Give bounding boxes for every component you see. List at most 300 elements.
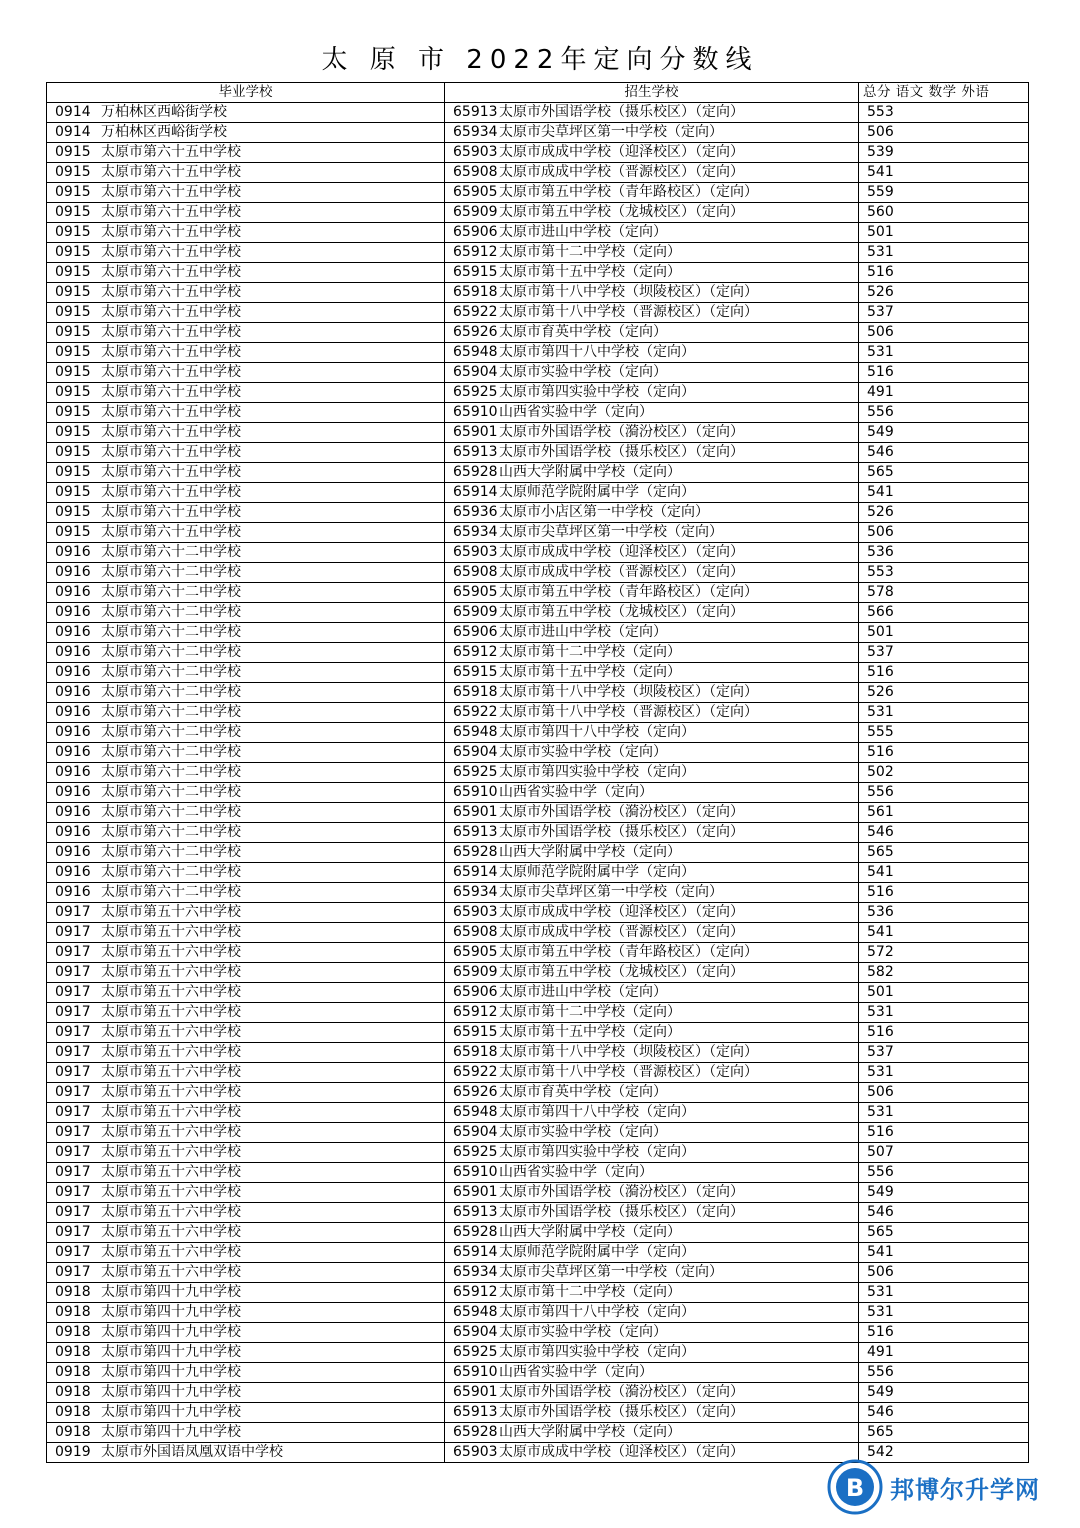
graduate-code: 0916 [55, 744, 91, 760]
admit-school-cell [445, 143, 859, 163]
graduate-name: 太原市第六十二中学校 [101, 764, 241, 780]
graduate-school-cell [47, 763, 445, 783]
graduate-code: 0916 [55, 804, 91, 820]
graduate-name: 太原市第六十二中学校 [101, 724, 241, 740]
total-score: 531 [867, 1064, 894, 1080]
admit-code: 65928 [453, 1224, 498, 1240]
total-score: 526 [867, 284, 894, 300]
admit-school-cell [445, 183, 859, 203]
header-admit-school: 招生学校 [445, 83, 859, 103]
graduate-school-cell [47, 1003, 445, 1023]
total-score: 516 [867, 264, 894, 280]
graduate-school-cell [47, 1303, 445, 1323]
graduate-code: 0918 [55, 1424, 91, 1440]
admit-name: 太原市外国语学校（摄乐校区）（定向） [499, 444, 744, 460]
admit-school-cell [445, 783, 859, 803]
score-cell [859, 1343, 1029, 1363]
graduate-name: 太原市第五十六中学校 [101, 1264, 241, 1280]
graduate-code: 0915 [55, 504, 91, 520]
table-row [47, 983, 1029, 1003]
graduate-code: 0915 [55, 384, 91, 400]
graduate-code: 0914 [55, 124, 91, 140]
table-row [47, 883, 1029, 903]
svg-text:B: B [845, 1474, 865, 1502]
graduate-name: 太原市第六十二中学校 [101, 684, 241, 700]
admit-name: 太原市第四实验中学校（定向） [499, 764, 695, 780]
graduate-name: 太原市第六十二中学校 [101, 884, 241, 900]
graduate-name: 太原市第五十六中学校 [101, 1064, 241, 1080]
admit-school-cell [445, 1003, 859, 1023]
total-score: 542 [867, 1444, 894, 1460]
total-score: 549 [867, 1384, 894, 1400]
graduate-name: 太原市第四十九中学校 [101, 1424, 241, 1440]
admit-name: 太原市外国语学校（漪汾校区）（定向） [499, 424, 744, 440]
admit-code: 65913 [453, 1404, 498, 1420]
graduate-name: 太原市第六十五中学校 [101, 244, 241, 260]
graduate-school-cell [47, 1183, 445, 1203]
graduate-code: 0916 [55, 844, 91, 860]
table-row [47, 803, 1029, 823]
total-score: 531 [867, 1004, 894, 1020]
table-row [47, 103, 1029, 123]
admit-name: 太原市外国语学校（摄乐校区）（定向） [499, 1404, 744, 1420]
admit-name: 太原市第十二中学校（定向） [499, 1284, 681, 1300]
score-cell [859, 503, 1029, 523]
table-row [47, 583, 1029, 603]
graduate-school-cell [47, 1383, 445, 1403]
graduate-code: 0917 [55, 1064, 91, 1080]
admit-school-cell [445, 483, 859, 503]
table-row [47, 683, 1029, 703]
graduate-code: 0917 [55, 1024, 91, 1040]
table-row [47, 843, 1029, 863]
admit-name: 太原市外国语学校（摄乐校区）（定向） [499, 104, 744, 120]
graduate-school-cell [47, 423, 445, 443]
score-cell [859, 1363, 1029, 1383]
admit-name: 太原市第五中学校（青年路校区）（定向） [499, 584, 758, 600]
admit-school-cell [445, 423, 859, 443]
admit-name: 太原师范学院附属中学（定向） [499, 864, 695, 880]
graduate-school-cell [47, 183, 445, 203]
total-score: 546 [867, 824, 894, 840]
admit-school-cell [445, 1323, 859, 1343]
score-cell [859, 143, 1029, 163]
score-cell [859, 1063, 1029, 1083]
admit-school-cell [445, 1343, 859, 1363]
graduate-name: 太原市第六十五中学校 [101, 344, 241, 360]
admit-name: 太原市第十八中学校（晋源校区）（定向） [499, 704, 758, 720]
score-cell [859, 1303, 1029, 1323]
admit-code: 65912 [453, 244, 498, 260]
admit-code: 65909 [453, 604, 498, 620]
admit-school-cell [445, 383, 859, 403]
admit-code: 65925 [453, 1144, 498, 1160]
admit-name: 太原市第十八中学校（晋源校区）（定向） [499, 304, 758, 320]
graduate-school-cell [47, 323, 445, 343]
graduate-code: 0917 [55, 1244, 91, 1260]
score-cell [859, 663, 1029, 683]
graduate-school-cell [47, 143, 445, 163]
admit-school-cell [445, 1263, 859, 1283]
graduate-name: 太原市第六十二中学校 [101, 784, 241, 800]
score-cell [859, 1203, 1029, 1223]
graduate-school-cell [47, 1423, 445, 1443]
score-cell [859, 783, 1029, 803]
score-cell [859, 943, 1029, 963]
admit-code: 65928 [453, 464, 498, 480]
score-cell [859, 963, 1029, 983]
admit-name: 山西大学附属中学校（定向） [499, 1424, 681, 1440]
admit-school-cell [445, 703, 859, 723]
admit-school-cell [445, 263, 859, 283]
score-cell [859, 703, 1029, 723]
graduate-name: 太原市第五十六中学校 [101, 1104, 241, 1120]
admit-school-cell [445, 863, 859, 883]
score-cell [859, 203, 1029, 223]
graduate-name: 太原市第五十六中学校 [101, 984, 241, 1000]
graduate-name: 太原市第六十二中学校 [101, 864, 241, 880]
graduate-name: 太原市第六十五中学校 [101, 364, 241, 380]
admit-school-cell [445, 903, 859, 923]
score-cell [859, 583, 1029, 603]
total-score: 502 [867, 764, 894, 780]
graduate-school-cell [47, 823, 445, 843]
total-score: 549 [867, 424, 894, 440]
graduate-school-cell [47, 123, 445, 143]
admit-school-cell [445, 583, 859, 603]
total-score: 526 [867, 504, 894, 520]
site-logo-text: 邦博尔升学网 [890, 1475, 1040, 1504]
score-cell [859, 303, 1029, 323]
admit-name: 太原市成成中学校（迎泽校区）（定向） [499, 904, 744, 920]
graduate-code: 0916 [55, 704, 91, 720]
total-score: 516 [867, 884, 894, 900]
table-row [47, 1003, 1029, 1023]
graduate-school-cell [47, 1203, 445, 1223]
admit-code: 65918 [453, 284, 498, 300]
admit-name: 太原市尖草坪区第一中学校（定向） [499, 1264, 723, 1280]
score-cell [859, 1023, 1029, 1043]
admit-school-cell [445, 543, 859, 563]
admit-name: 太原市第十二中学校（定向） [499, 644, 681, 660]
score-table [46, 82, 1029, 1463]
admit-name: 太原市外国语学校（漪汾校区）（定向） [499, 804, 744, 820]
admit-code: 65936 [453, 504, 498, 520]
score-cell [859, 683, 1029, 703]
admit-school-cell [445, 1283, 859, 1303]
table-row [47, 1183, 1029, 1203]
score-cell [859, 343, 1029, 363]
score-cell [859, 523, 1029, 543]
score-cell [859, 603, 1029, 623]
total-score: 531 [867, 704, 894, 720]
table-row [47, 283, 1029, 303]
admit-code: 65903 [453, 144, 498, 160]
graduate-code: 0917 [55, 944, 91, 960]
admit-school-cell [445, 1223, 859, 1243]
graduate-school-cell [47, 783, 445, 803]
graduate-school-cell [47, 1263, 445, 1283]
graduate-code: 0915 [55, 484, 91, 500]
admit-school-cell [445, 243, 859, 263]
score-cell [859, 1123, 1029, 1143]
site-logo-icon [826, 1458, 884, 1516]
admit-name: 太原市外国语学校（摄乐校区）（定向） [499, 824, 744, 840]
graduate-school-cell [47, 803, 445, 823]
graduate-school-cell [47, 903, 445, 923]
graduate-code: 0918 [55, 1404, 91, 1420]
admit-code: 65926 [453, 324, 498, 340]
graduate-name: 太原市第六十五中学校 [101, 264, 241, 280]
table-row [47, 783, 1029, 803]
graduate-code: 0917 [55, 1184, 91, 1200]
graduate-name: 太原市第五十六中学校 [101, 1124, 241, 1140]
table-body [47, 103, 1029, 1463]
site-logo [826, 1458, 1040, 1516]
total-score: 537 [867, 644, 894, 660]
graduate-code: 0917 [55, 1204, 91, 1220]
graduate-school-cell [47, 483, 445, 503]
total-score: 526 [867, 684, 894, 700]
admit-school-cell [445, 1043, 859, 1063]
graduate-name: 太原市第五十六中学校 [101, 1084, 241, 1100]
graduate-code: 0916 [55, 724, 91, 740]
admit-code: 65903 [453, 544, 498, 560]
graduate-name: 太原市第六十二中学校 [101, 644, 241, 660]
admit-name: 太原市第四十八中学校（定向） [499, 724, 695, 740]
table-row [47, 743, 1029, 763]
table-row [47, 343, 1029, 363]
total-score: 501 [867, 984, 894, 1000]
graduate-school-cell [47, 983, 445, 1003]
table-row [47, 1403, 1029, 1423]
admit-name: 山西省实验中学（定向） [499, 784, 653, 800]
total-score: 501 [867, 224, 894, 240]
graduate-name: 太原市第五十六中学校 [101, 904, 241, 920]
graduate-code: 0917 [55, 1084, 91, 1100]
score-cell [859, 1083, 1029, 1103]
table-row [47, 1383, 1029, 1403]
admit-school-cell [445, 763, 859, 783]
graduate-school-cell [47, 843, 445, 863]
graduate-code: 0916 [55, 884, 91, 900]
admit-name: 太原市尖草坪区第一中学校（定向） [499, 124, 723, 140]
graduate-code: 0917 [55, 904, 91, 920]
admit-school-cell [445, 603, 859, 623]
graduate-code: 0915 [55, 444, 91, 460]
total-score: 582 [867, 964, 894, 980]
graduate-code: 0915 [55, 144, 91, 160]
admit-code: 65901 [453, 804, 498, 820]
score-cell [859, 1163, 1029, 1183]
admit-school-cell [445, 883, 859, 903]
graduate-school-cell [47, 723, 445, 743]
score-cell [859, 923, 1029, 943]
score-cell [859, 903, 1029, 923]
admit-code: 65914 [453, 864, 498, 880]
admit-name: 太原市成成中学校（晋源校区）（定向） [499, 164, 744, 180]
graduate-school-cell [47, 963, 445, 983]
graduate-school-cell [47, 663, 445, 683]
graduate-code: 0916 [55, 664, 91, 680]
admit-name: 山西省实验中学（定向） [499, 404, 653, 420]
graduate-name: 太原市第六十二中学校 [101, 544, 241, 560]
score-cell [859, 123, 1029, 143]
admit-school-cell [445, 283, 859, 303]
graduate-name: 太原市第五十六中学校 [101, 924, 241, 940]
score-cell [859, 623, 1029, 643]
total-score: 556 [867, 1164, 894, 1180]
graduate-school-cell [47, 1143, 445, 1163]
table-header-row [47, 83, 1029, 103]
graduate-school-cell [47, 1063, 445, 1083]
graduate-name: 太原市第六十五中学校 [101, 304, 241, 320]
score-cell [859, 543, 1029, 563]
graduate-school-cell [47, 1023, 445, 1043]
admit-name: 太原市第四实验中学校（定向） [499, 384, 695, 400]
graduate-name: 太原市第六十五中学校 [101, 204, 241, 220]
graduate-name: 太原市第五十六中学校 [101, 1244, 241, 1260]
admit-code: 65901 [453, 1384, 498, 1400]
graduate-school-cell [47, 1323, 445, 1343]
admit-code: 65912 [453, 1284, 498, 1300]
admit-name: 太原市第五中学校（龙城校区）（定向） [499, 964, 744, 980]
total-score: 491 [867, 384, 894, 400]
admit-code: 65915 [453, 264, 498, 280]
score-cell [859, 843, 1029, 863]
admit-name: 太原市小店区第一中学校（定向） [499, 504, 709, 520]
total-score: 556 [867, 784, 894, 800]
graduate-name: 太原市第四十九中学校 [101, 1324, 241, 1340]
graduate-name: 万柏林区西峪街学校 [101, 104, 227, 120]
table-row [47, 1203, 1029, 1223]
graduate-code: 0917 [55, 1044, 91, 1060]
score-cell [859, 183, 1029, 203]
admit-code: 65926 [453, 1084, 498, 1100]
graduate-school-cell [47, 463, 445, 483]
admit-school-cell [445, 1403, 859, 1423]
graduate-school-cell [47, 583, 445, 603]
graduate-name: 太原市第六十五中学校 [101, 444, 241, 460]
admit-name: 山西大学附属中学校（定向） [499, 844, 681, 860]
table-row [47, 263, 1029, 283]
graduate-name: 太原市第六十二中学校 [101, 804, 241, 820]
total-score: 553 [867, 104, 894, 120]
admit-code: 65915 [453, 664, 498, 680]
total-score: 516 [867, 744, 894, 760]
graduate-school-cell [47, 883, 445, 903]
admit-code: 65910 [453, 1364, 498, 1380]
score-cell [859, 1423, 1029, 1443]
graduate-name: 太原市第六十二中学校 [101, 584, 241, 600]
graduate-name: 太原市第四十九中学校 [101, 1304, 241, 1320]
graduate-school-cell [47, 343, 445, 363]
graduate-name: 太原市第四十九中学校 [101, 1384, 241, 1400]
admit-code: 65934 [453, 124, 498, 140]
admit-name: 太原市第五中学校（青年路校区）（定向） [499, 184, 758, 200]
table-row [47, 1163, 1029, 1183]
admit-code: 65904 [453, 1124, 498, 1140]
admit-code: 65905 [453, 944, 498, 960]
total-score: 516 [867, 664, 894, 680]
total-score: 556 [867, 1364, 894, 1380]
admit-name: 太原市成成中学校（迎泽校区）（定向） [499, 544, 744, 560]
admit-name: 太原市第十八中学校（晋源校区）（定向） [499, 1064, 758, 1080]
admit-code: 65915 [453, 1024, 498, 1040]
graduate-code: 0915 [55, 364, 91, 380]
admit-code: 65922 [453, 704, 498, 720]
table-row [47, 1263, 1029, 1283]
graduate-school-cell [47, 703, 445, 723]
score-cell [859, 1143, 1029, 1163]
table-row [47, 1103, 1029, 1123]
table-row [47, 603, 1029, 623]
graduate-name: 太原市第六十二中学校 [101, 744, 241, 760]
graduate-name: 太原市第六十二中学校 [101, 704, 241, 720]
graduate-school-cell [47, 223, 445, 243]
admit-name: 太原师范学院附属中学（定向） [499, 1244, 695, 1260]
admit-code: 65901 [453, 1184, 498, 1200]
score-cell [859, 563, 1029, 583]
graduate-code: 0919 [55, 1444, 91, 1460]
graduate-school-cell [47, 403, 445, 423]
admit-school-cell [445, 163, 859, 183]
total-score: 506 [867, 524, 894, 540]
total-score: 541 [867, 1244, 894, 1260]
graduate-name: 太原市第六十五中学校 [101, 524, 241, 540]
graduate-code: 0915 [55, 324, 91, 340]
graduate-code: 0916 [55, 604, 91, 620]
graduate-code: 0916 [55, 624, 91, 640]
table-row [47, 443, 1029, 463]
graduate-name: 太原市第六十五中学校 [101, 404, 241, 420]
admit-name: 太原市第四实验中学校（定向） [499, 1144, 695, 1160]
score-cell [859, 743, 1029, 763]
score-cell [859, 723, 1029, 743]
admit-name: 太原市第五中学校（龙城校区）（定向） [499, 204, 744, 220]
graduate-name: 太原市第六十五中学校 [101, 184, 241, 200]
graduate-code: 0918 [55, 1324, 91, 1340]
graduate-school-cell [47, 1403, 445, 1423]
score-cell [859, 103, 1029, 123]
graduate-code: 0915 [55, 264, 91, 280]
graduate-code: 0915 [55, 244, 91, 260]
score-cell [859, 1183, 1029, 1203]
admit-school-cell [445, 1023, 859, 1043]
total-score: 537 [867, 1044, 894, 1060]
graduate-name: 太原市第六十五中学校 [101, 424, 241, 440]
admit-code: 65948 [453, 1104, 498, 1120]
admit-school-cell [445, 1063, 859, 1083]
graduate-code: 0917 [55, 964, 91, 980]
admit-code: 65913 [453, 1204, 498, 1220]
admit-name: 太原市成成中学校（晋源校区）（定向） [499, 924, 744, 940]
admit-name: 太原市进山中学校（定向） [499, 984, 667, 1000]
score-cell [859, 163, 1029, 183]
admit-code: 65913 [453, 104, 498, 120]
admit-code: 65948 [453, 724, 498, 740]
table-row [47, 1363, 1029, 1383]
table-row [47, 1243, 1029, 1263]
graduate-school-cell [47, 203, 445, 223]
graduate-school-cell [47, 263, 445, 283]
admit-name: 山西大学附属中学校（定向） [499, 464, 681, 480]
graduate-code: 0917 [55, 1224, 91, 1240]
admit-school-cell [445, 343, 859, 363]
graduate-code: 0917 [55, 924, 91, 940]
score-cell [859, 1323, 1029, 1343]
admit-name: 太原市尖草坪区第一中学校（定向） [499, 524, 723, 540]
